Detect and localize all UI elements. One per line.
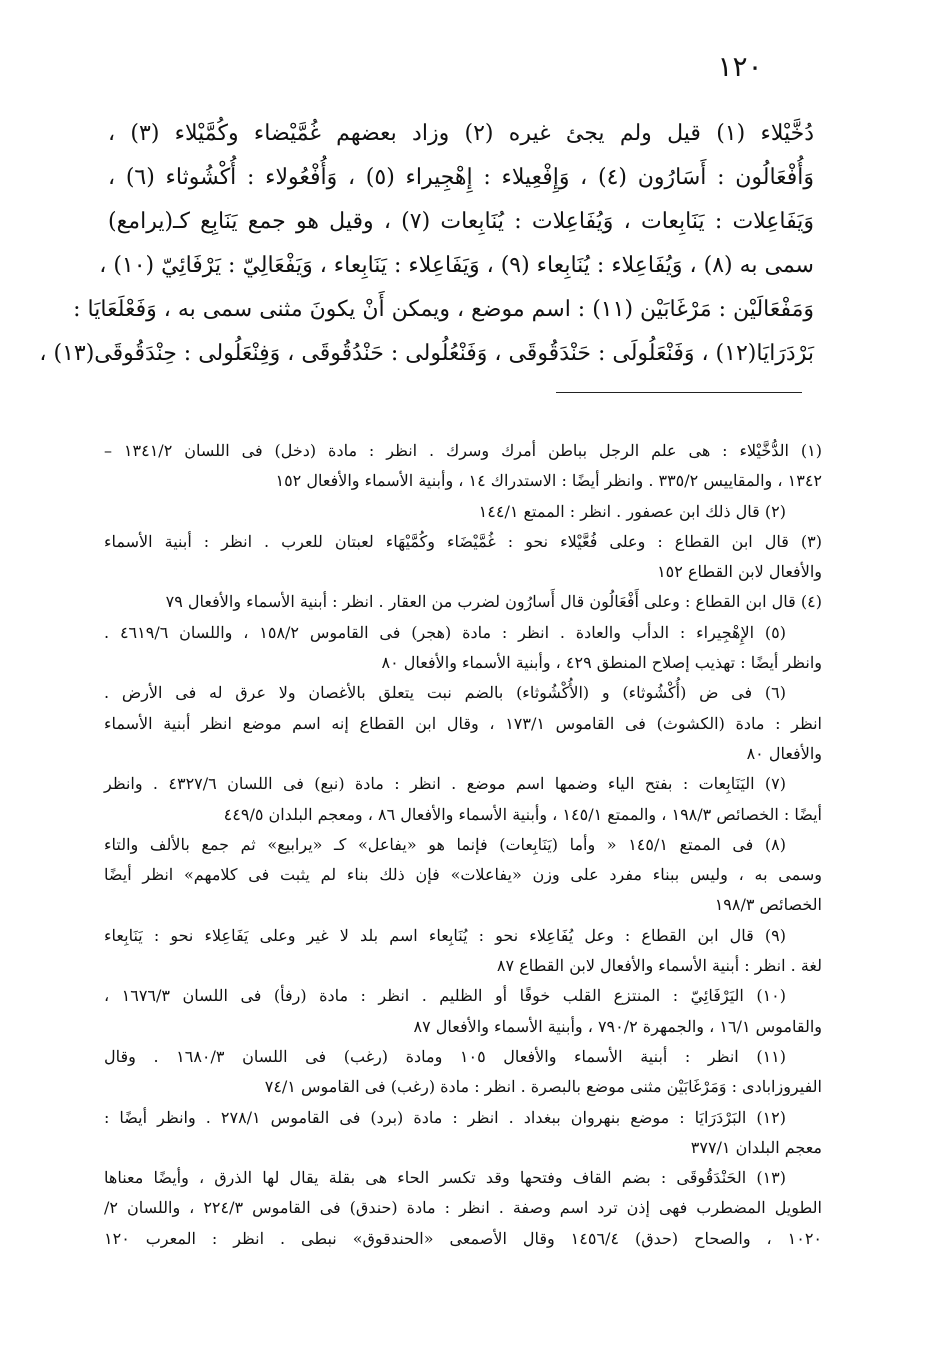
footnote-line: (١١) انظر : أبنية الأسماء والأفعال ١٠٥ ومادة (رغب) فى اللسان ١٦٨٠/٣ . وقال	[104, 1046, 787, 1066]
main-text-line: وَمَفْعَالَيْن : مَرْغَابَيْن (١١) : اسم موضع ، ويمكن أَنْ يكونَ مثنى سمى به ، وَفَعْلَعَايَا :	[73, 297, 814, 322]
footnote-4	[104, 587, 822, 617]
footnote-7	[104, 769, 822, 830]
page-number: ١٢٠	[717, 50, 763, 83]
main-text-line: دُخَّيْلاء (١) قيل ولم يجئ غيره (٢) وزاد بعضهم غُمَّيْضاء وكُمَّيْلاء (٣) ،	[108, 121, 814, 146]
main-text-line: وَأُفْعَالُون : أَسَارُون (٤) ، وَإِفْعِيلاء : إِهْجِيراء (٥) ، وَأُفْعُولاء : أُكْشُوثاء (٦) ،	[108, 165, 815, 190]
footnote-line: والأفعال لابن القطاع ١٥٢	[657, 562, 822, 582]
footnote-11	[104, 1042, 822, 1103]
footnote-line: ١٠٢٠ ، والصحاح (حدق) ١٤٥٦/٤ وقال الأصمعى «الحندقوق» نبطى . انظر : المعرب ١٢٠	[104, 1228, 822, 1248]
footnote-12	[104, 1103, 822, 1164]
main-text-line: بَرْدَرَايَا(١٢) ، وَفَنْعَلُولَى : حَنْدَقُوقَى ، وَفَنْعُلُولى : حَنْدُقُوقَى ، وَفِنْعَلُولى : حِنْدَقُوقَى(١٣) ،	[39, 341, 814, 366]
footnote-line: لغة . انظر : أبنية الأسماء والأفعال لابن القطاع ٨٧	[496, 956, 822, 976]
footnote-13	[104, 1163, 822, 1254]
footnote-line: أيضًا : الخصائص ١٩٨/٣ ، والممتع ١٤٥/١ ، وأبنية الأسماء والأفعال ٨٦ ، ومعجم البلدان ٤٤٩/٥	[223, 804, 822, 824]
footnote-line: معجم البلدان ٣٧٧/١	[690, 1137, 822, 1157]
footnote-line: (٥) الإِهْجِيراء : الدأب والعادة . انظر : مادة (هجر) فى القاموس ١٥٨/٢ ، واللسان ٤٦١٩/٦ .	[104, 622, 786, 642]
footnote-line: الخصائص ١٩٨/٣	[714, 895, 822, 915]
footnote-line: (١) الدُّخَّيْلاء : هى علم الرجل بباطن أمرك وسرك . انظر : مادة (دخل) فى اللسان ١٣٤١/٢ –	[104, 441, 822, 460]
footnote-line: (١٢) البَرْدَرَايَا : موضع بنهروان ببغداد . انظر : مادة (برد) فى القاموس ٢٧٨/١ . وانظر أيضًا :	[104, 1107, 786, 1127]
footnote-separator	[556, 392, 802, 393]
footnote-line: الطويل المضطرب فهى إذن ترد اسم وصفة . انظر : مادة (حندق) فى القاموس ٢٢٤/٣ ، واللسان ٢/	[104, 1198, 823, 1218]
footnotes	[104, 436, 822, 1254]
footnote-line: (٤) قال ابن القطاع : وعلى أَفْعَالُون قال أَسارُون لضرب من العقار . انظر : أبنية الأسماء والأفعال ٧٩	[165, 592, 822, 612]
footnote-line: (٢) قال ذلك ابن عصفور . انظر : الممتع ١٤٤/١	[478, 501, 786, 521]
footnote-line: والقاموس ١٦/١ ، والجمهرة ٧٩٠/٢ ، وأبنية الأسماء والأفعال ٨٧	[413, 1016, 822, 1036]
footnote-8	[104, 830, 822, 921]
footnote-3	[104, 527, 822, 588]
footnote-6	[104, 678, 822, 769]
footnote-line: وانظر أيضًا : تهذيب إصلاح المنطق ٤٢٩ ، وأبنية الأسماء والأفعال ٨٠	[381, 653, 822, 673]
footnote-10	[104, 981, 822, 1042]
footnote-line: انظر : مادة (الكشوث) فى القاموس ١٧٣/١ ، وقال ابن القطاع إنه اسم موضع انظر أبنية الأسماء	[104, 713, 823, 733]
footnote-line: الفيروزابادى : وَمَرْغَابَيْن مثنى موضع بالبصرة . انظر : مادة (رغب) فى القاموس ٧٤/١	[264, 1077, 822, 1097]
footnote-line: ١٣٤٢ ، والمقاييس ٣٣٥/٢ . وانظر أيضًا : الاستدراك ١٤ ، وأبنية الأسماء والأفعال ١٥٢	[275, 471, 822, 491]
footnote-2	[104, 497, 822, 527]
footnote-1	[104, 436, 822, 497]
footnote-9	[104, 921, 822, 982]
footnote-line: والأفعال ٨٠	[746, 743, 822, 763]
main-text-line: وَيَفَاعِلات : يَنَابِعات ، وَيُفَاعِلات : يُنَابِعات (٧) ، وقيل هو جمع يَنَابِع كـ(يرامع)	[108, 209, 815, 234]
footnote-line: (٦) فى ض (أُكْشُوثاء) و (الأُكْشُوثاء) بالضم نبت يتعلق بالأغصان ولا عرق له فى الأرض .	[104, 683, 786, 703]
footnote-line: (٩) قال ابن القطاع : وعل يُفَاعِلاء نحو : يُنَابِعاء اسم بلد لا غير وعلى يَفَاعِلاء نحو : يَنَابِعاء	[104, 925, 786, 945]
footnote-line: (٧) اليَنَابِعات : بفتح الياء وضمها اسم موضع . انظر : مادة (نبع) فى اللسان ٤٣٢٧/٦ . وانظر	[104, 774, 786, 794]
footnote-line: (٨) فى الممتع ١٤٥/١ « وأما (يَنَابِعات) فإنما هو «يفاعل» كـ «يرابيع» ثم جمع بالألف والتاء	[104, 834, 786, 854]
footnote-line: (١٠) اليَرْفَائِيّ : المنتزع القلب خوفًا أو الظليم . انظر : مادة (رفأ) فى اللسان ١٦٧٦/٣ ،	[104, 986, 786, 1006]
footnote-line: وسمى به ، وليس ببناء مفرد على وزن «يفاعلات» فإن ذلك بناء لم يثبت فى كلامهم» انظر أيضًا	[104, 865, 822, 885]
footnote-5	[104, 618, 822, 679]
footnote-line: (١٣) الحَنْدَقُوقَى : بضم القاف وفتحها وقد تكسر الحاء هى بقلة يقال لها الذرق ، وأيضًا معناها	[104, 1168, 786, 1188]
main-text	[39, 112, 815, 376]
main-text-line: سمى به (٨) ، وَيُفَاعِلاء : يُنَابِعاء (٩) ، وَيَفَاعِلاء : يَنَابِعاء ، وَيَفْعَالِيّ : يَرْفَائِيّ (١٠) ،	[99, 253, 814, 278]
footnote-line: (٣) قال ابن القطاع : وعلى فُعَّيْلاء نحو : غُمَّيْضَاء وكُمَّيْهَاء لعبتان للعرب . انظر : أبنية الأسماء	[104, 531, 822, 551]
